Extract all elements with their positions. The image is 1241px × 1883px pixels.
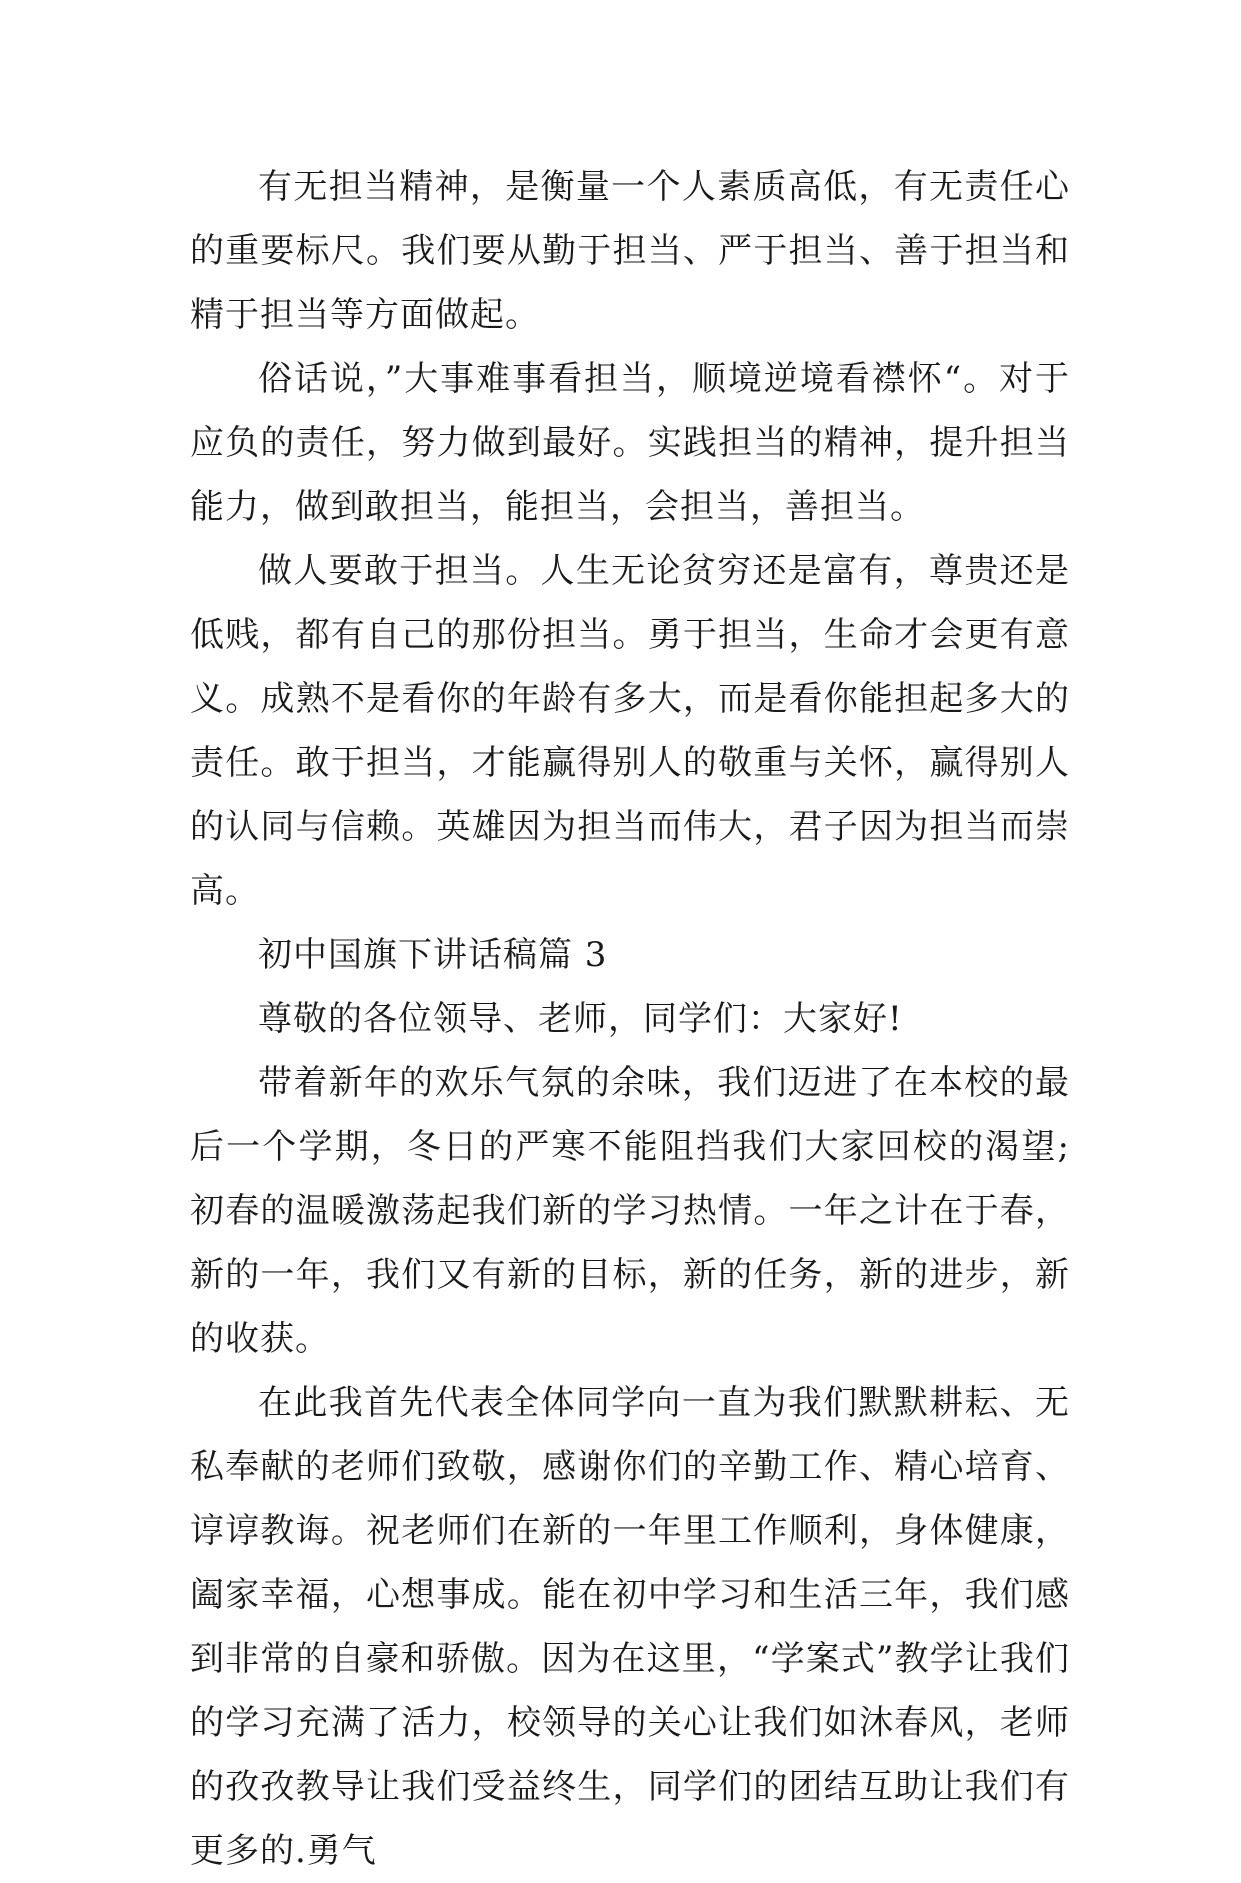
paragraph-3: 做人要敢于担当。人生无论贫穷还是富有，尊贵还是低贱，都有自己的那份担当。勇于担当，生命才会更有意义。成熟不是看你的年龄有多大，而是看你能担起多大的责任。敢于担当，才能赢得别人的敬重与关怀，赢得别人的认同与信赖。英雄因为担当而伟大，君子因为担当而崇高。 xyxy=(190,551,1070,911)
salutation: 尊敬的各位领导、老师，同学们：大家好! xyxy=(258,999,903,1039)
section-heading: 初中国旗下讲话稿篇 3 xyxy=(258,935,608,975)
paragraph-2: 俗话说，”大事难事看担当，顺境逆境看襟怀“。对于应负的责任，努力做到最好。实践担当的精神，提升担当能力，做到敢担当，能担当，会担当，善担当。 xyxy=(190,359,1070,527)
paragraph-5: 在此我首先代表全体同学向一直为我们默默耕耘、无私奉献的老师们致敬，感谢你们的辛勤工作、精心培育、谆谆教诲。祝老师们在新的一年里工作顺利，身体健康，阖家幸福，心想事成。能在初中学习和生活三年，我们感到非常的自豪和骄傲。因为在这里，“学案式”教学让我们的学习充满了活力，校领导的关心让我们如沐春风，老师的孜孜教导让我们受益终生，同学们的团结互助让我们有更多的.勇气 xyxy=(190,1383,1070,1871)
paragraph-1: 有无担当精神，是衡量一个人素质高低，有无责任心的重要标尺。我们要从勤于担当、严于担当、善于担当和精于担当等方面做起。 xyxy=(190,167,1070,335)
paragraph-4: 带着新年的欢乐气氛的余味，我们迈进了在本校的最后一个学期，冬日的严寒不能阻挡我们大家回校的渴望;初春的温暖激荡起我们新的学习热情。一年之计在于春，新的一年，我们又有新的目标，新的任务，新的进步，新的收获。 xyxy=(190,1063,1070,1359)
document-page xyxy=(190,155,1070,1883)
